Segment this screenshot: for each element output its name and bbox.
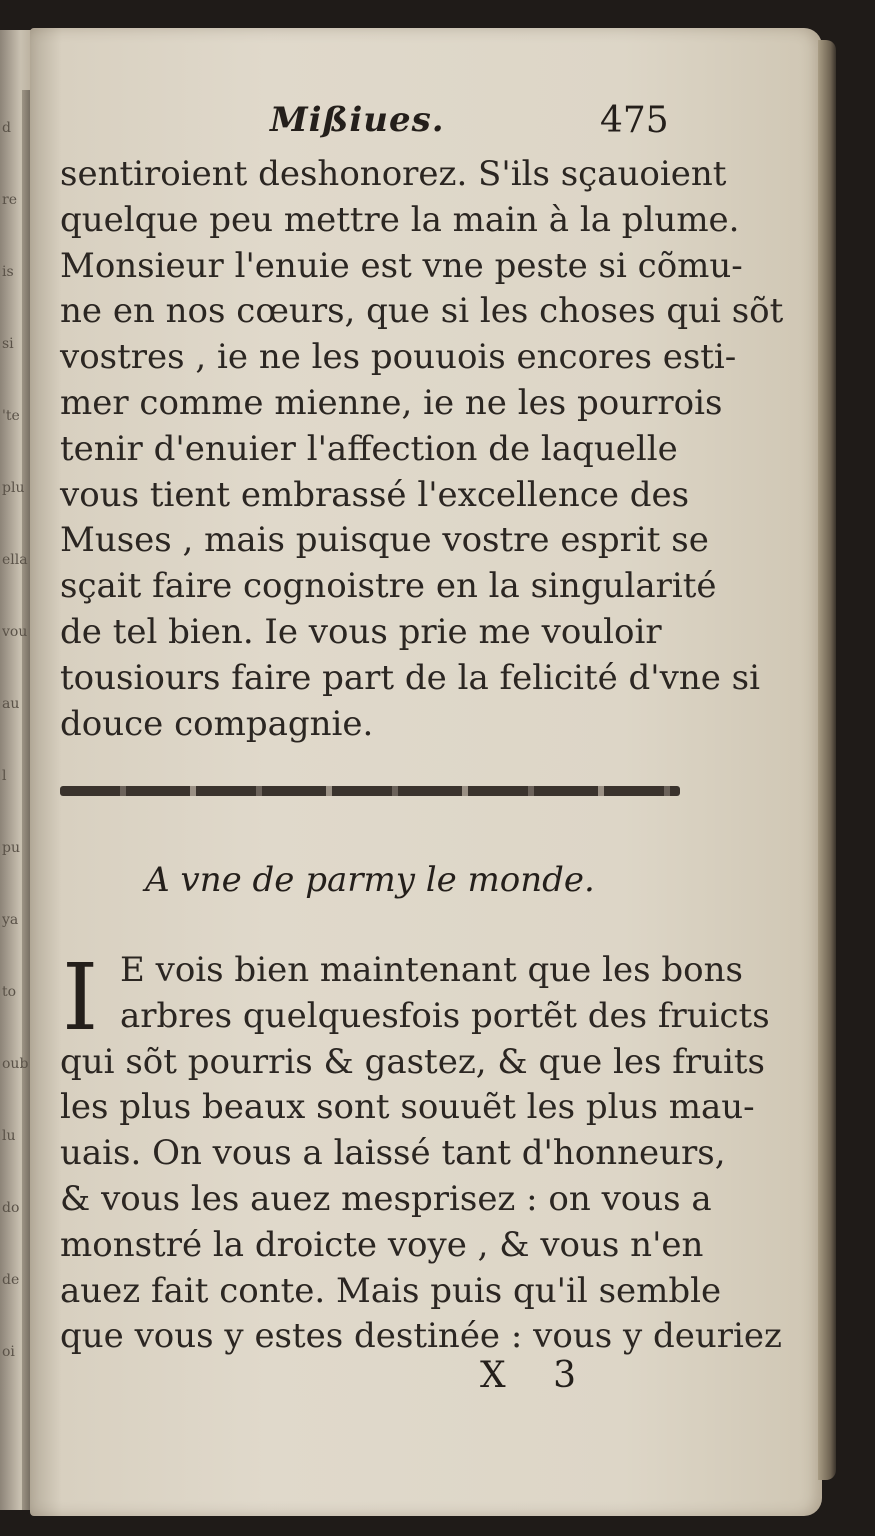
text-line: sentiroient deshonorez. S'ils sçauoient xyxy=(60,154,727,194)
text-line: arbres quelquesfois portẽt des fruicts xyxy=(120,995,770,1036)
text-line: & vous les auez mesprisez : on vous a xyxy=(60,1178,712,1219)
text-line: tousiours faire part de la felicité d'vne si xyxy=(60,657,760,698)
letter-title: A vne de parmy le monde. xyxy=(145,860,595,900)
facing-page-fragment: plu xyxy=(2,480,25,496)
text-line: Monsieur l'enuie est vne peste si cõmu- xyxy=(60,245,743,286)
page-number: 475 xyxy=(600,100,669,141)
facing-page-fragment: is xyxy=(2,264,14,280)
text-line: vostres , ie ne les pouuois encores esti- xyxy=(60,337,737,378)
facing-page-fragment: au xyxy=(2,696,20,712)
text-line: monstré la droicte voye , & vous n'en xyxy=(60,1224,704,1265)
facing-page-fragment: de xyxy=(2,1272,20,1288)
facing-page-fragment: pu xyxy=(2,840,20,856)
facing-page-fragment: oi xyxy=(2,1344,15,1360)
facing-page-fragment: si xyxy=(2,336,14,352)
text-line: mer comme mienne, ie ne les pourrois xyxy=(60,382,723,423)
facing-page-fragment: vou xyxy=(2,624,28,640)
text-line: sçait faire cognoistre en la singularité xyxy=(60,566,717,607)
facing-page-fragment: 'te xyxy=(2,408,20,424)
running-head: Mißiues. xyxy=(270,100,445,140)
signature-mark: X 3 xyxy=(480,1355,594,1396)
text-line: Muses , mais puisque vostre esprit se xyxy=(60,520,709,561)
text-line: vous tient embrassé l'excellence des xyxy=(60,474,690,515)
text-line: uais. On vous a laissé tant d'honneurs, xyxy=(60,1133,726,1174)
letter-body-1 xyxy=(60,152,784,747)
section-divider xyxy=(60,786,680,796)
text-line: tenir d'enuier l'affection de laquelle xyxy=(60,428,678,469)
facing-page-fragment: ya xyxy=(2,912,19,928)
text-line: auez fait conte. Mais puis qu'il semble xyxy=(60,1270,722,1311)
facing-page-fragment: do xyxy=(2,1200,20,1216)
facing-page-fragment: ella xyxy=(2,552,28,568)
text-line: que vous y estes destinée : vous y deuriez xyxy=(60,1316,782,1357)
drop-cap: I xyxy=(62,944,99,1051)
letter-body-2 xyxy=(60,944,782,1360)
text-line: douce compagnie. xyxy=(60,703,374,744)
text-line: E vois bien maintenant que les bons xyxy=(120,950,743,990)
facing-page-fragment: l xyxy=(2,768,7,784)
text-line: de tel bien. Ie vous prie me vouloir xyxy=(60,611,662,652)
facing-page-fragment: re xyxy=(2,192,17,208)
text-line: les plus beaux sont souuẽt les plus mau- xyxy=(60,1087,755,1128)
text-line: ne en nos cœurs, que si les choses qui sõt xyxy=(60,291,784,332)
facing-page-fragment: lu xyxy=(2,1128,16,1144)
page-header xyxy=(60,100,680,150)
facing-page-fragment: d xyxy=(2,120,11,136)
text-line: qui sõt pourris & gastez, & que les fruits xyxy=(60,1041,766,1082)
page-fore-edge xyxy=(818,40,836,1480)
facing-page-fragment: to xyxy=(2,984,17,1000)
facing-page-fragment: oub xyxy=(2,1056,28,1072)
text-line: quelque peu mettre la main à la plume. xyxy=(60,199,740,240)
